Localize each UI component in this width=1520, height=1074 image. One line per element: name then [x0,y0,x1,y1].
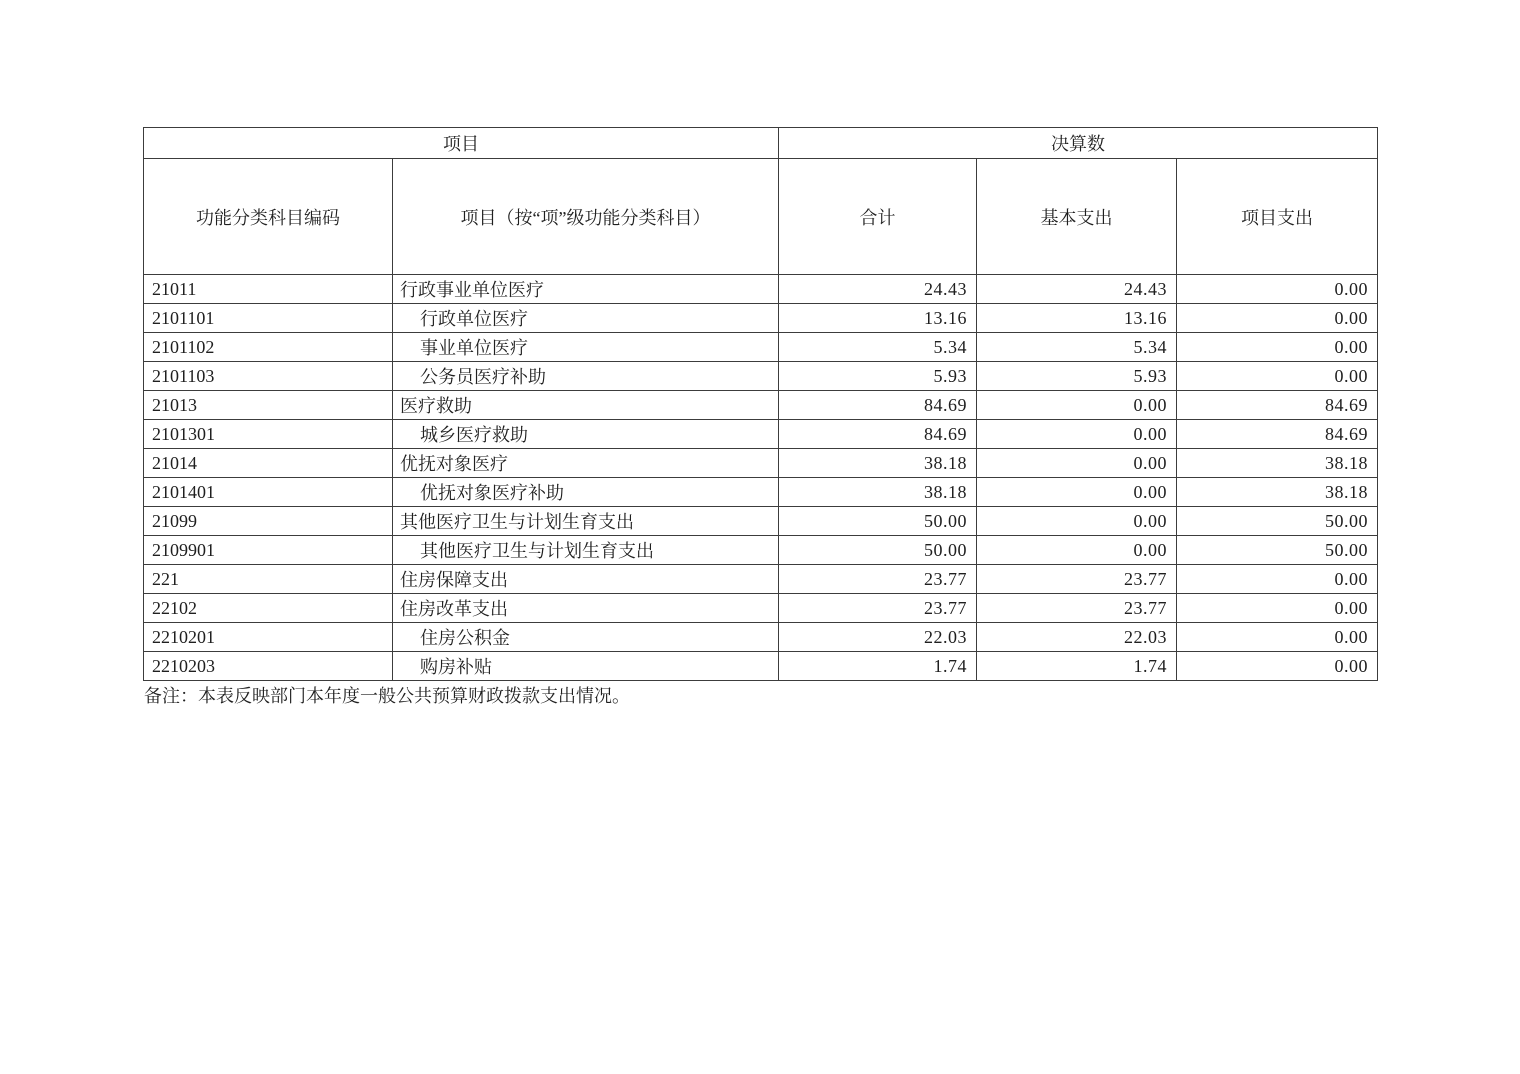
row-code: 221 [144,565,393,594]
row-name: 住房保障支出 [393,565,779,594]
row-project: 38.18 [1177,449,1378,478]
row-code: 2101103 [144,362,393,391]
row-project: 38.18 [1177,478,1378,507]
row-project: 0.00 [1177,623,1378,652]
row-basic: 24.43 [977,275,1177,304]
table-row [144,623,1378,652]
row-name: 其他医疗卫生与计划生育支出 [393,536,779,565]
budget-table [143,127,1378,681]
row-name: 行政事业单位医疗 [393,275,779,304]
row-code: 22102 [144,594,393,623]
row-project: 84.69 [1177,391,1378,420]
row-total: 84.69 [779,391,977,420]
row-project: 0.00 [1177,333,1378,362]
row-total: 23.77 [779,565,977,594]
row-total: 50.00 [779,536,977,565]
header-group-final-accounts: 决算数 [779,128,1378,159]
row-code: 21013 [144,391,393,420]
row-name: 其他医疗卫生与计划生育支出 [393,507,779,536]
row-project: 50.00 [1177,536,1378,565]
header-col-total: 合计 [779,159,977,275]
row-code: 2109901 [144,536,393,565]
header-columns-row [144,159,1378,275]
row-name: 公务员医疗补助 [393,362,779,391]
row-code: 21014 [144,449,393,478]
row-total: 38.18 [779,449,977,478]
row-code: 21011 [144,275,393,304]
row-total: 5.93 [779,362,977,391]
row-total: 1.74 [779,652,977,681]
row-basic: 0.00 [977,449,1177,478]
header-col-project: 项目支出 [1177,159,1378,275]
row-basic: 0.00 [977,420,1177,449]
row-project: 0.00 [1177,565,1378,594]
row-code: 2210203 [144,652,393,681]
footnote: 备注：本表反映部门本年度一般公共预算财政拨款支出情况。 [144,686,630,706]
table-row [144,536,1378,565]
row-code: 2101102 [144,333,393,362]
row-code: 2101401 [144,478,393,507]
row-basic: 0.00 [977,391,1177,420]
row-code: 21099 [144,507,393,536]
table-row [144,478,1378,507]
header-group-row [144,128,1378,159]
row-basic: 23.77 [977,594,1177,623]
row-project: 0.00 [1177,362,1378,391]
row-code: 2101101 [144,304,393,333]
header-col-basic: 基本支出 [977,159,1177,275]
table-row [144,275,1378,304]
row-project: 0.00 [1177,304,1378,333]
row-total: 13.16 [779,304,977,333]
table-row [144,652,1378,681]
table-row [144,507,1378,536]
row-name: 事业单位医疗 [393,333,779,362]
row-code: 2101301 [144,420,393,449]
row-project: 0.00 [1177,652,1378,681]
row-total: 50.00 [779,507,977,536]
table-row [144,449,1378,478]
row-basic: 23.77 [977,565,1177,594]
row-basic: 5.93 [977,362,1177,391]
row-total: 38.18 [779,478,977,507]
row-basic: 0.00 [977,478,1177,507]
row-project: 0.00 [1177,594,1378,623]
row-basic: 13.16 [977,304,1177,333]
row-project: 84.69 [1177,420,1378,449]
row-name: 优抚对象医疗 [393,449,779,478]
row-total: 24.43 [779,275,977,304]
row-basic: 5.34 [977,333,1177,362]
row-name: 城乡医疗救助 [393,420,779,449]
row-project: 0.00 [1177,275,1378,304]
header-col-item: 项目（按“项”级功能分类科目） [393,159,779,275]
row-total: 84.69 [779,420,977,449]
table-row [144,362,1378,391]
row-name: 住房改革支出 [393,594,779,623]
table-row [144,594,1378,623]
row-name: 行政单位医疗 [393,304,779,333]
row-name: 医疗救助 [393,391,779,420]
row-basic: 1.74 [977,652,1177,681]
row-basic: 22.03 [977,623,1177,652]
row-name: 优抚对象医疗补助 [393,478,779,507]
header-col-code: 功能分类科目编码 [144,159,393,275]
row-basic: 0.00 [977,507,1177,536]
row-total: 22.03 [779,623,977,652]
header-group-item: 项目 [144,128,779,159]
row-name: 购房补贴 [393,652,779,681]
row-code: 2210201 [144,623,393,652]
table-row [144,565,1378,594]
table-row [144,333,1378,362]
row-basic: 0.00 [977,536,1177,565]
table-row [144,420,1378,449]
table-row [144,391,1378,420]
row-name: 住房公积金 [393,623,779,652]
table-row [144,304,1378,333]
row-total: 5.34 [779,333,977,362]
row-project: 50.00 [1177,507,1378,536]
row-total: 23.77 [779,594,977,623]
